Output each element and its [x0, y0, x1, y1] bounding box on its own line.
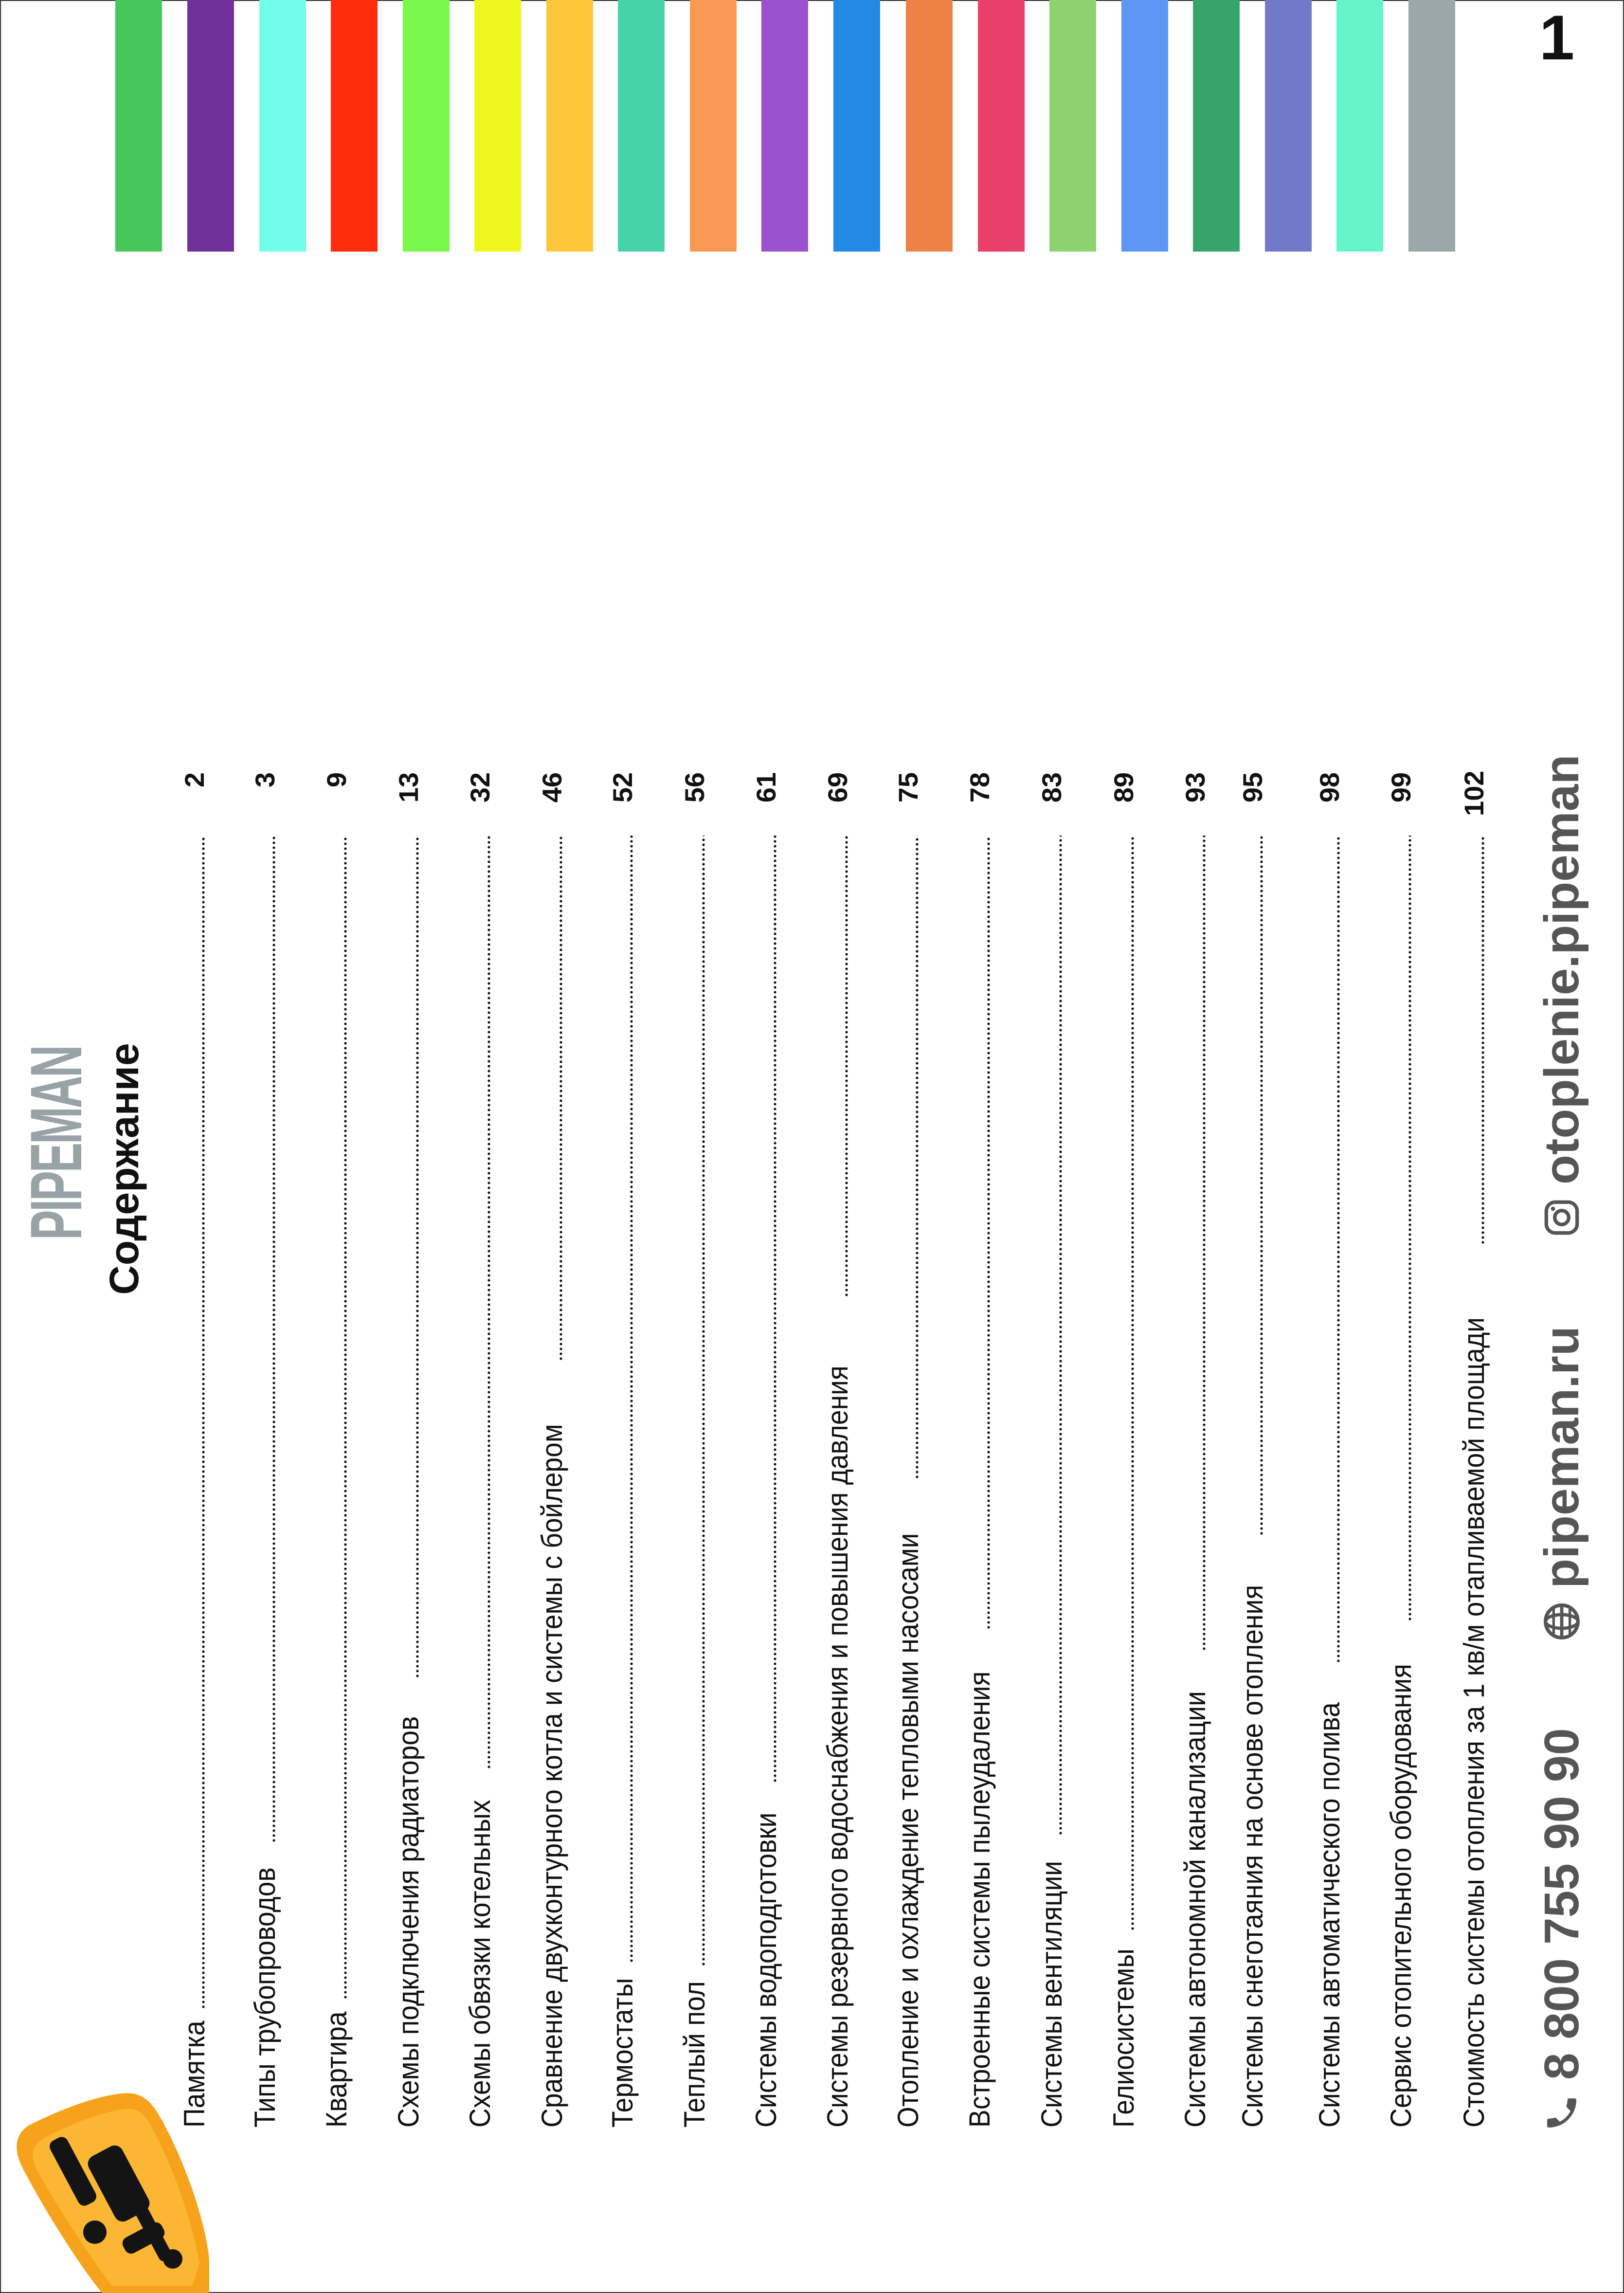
- phone-contact[interactable]: [1534, 1641, 1590, 2132]
- toc-entry-sewage[interactable]: [1169, 772, 1212, 2128]
- page-title: Содержание: [101, 1043, 147, 1295]
- section-tab[interactable]: [1193, 0, 1240, 252]
- leader-dots: [559, 836, 562, 1361]
- instagram-handle: otoplenie.pipeman: [1534, 754, 1589, 1184]
- toc-entry-label: Отопление и охлаждение тепловыми насосами: [892, 1533, 924, 2128]
- toc-entry-boiler-room-schemes[interactable]: [453, 772, 497, 2128]
- instagram-icon: [1542, 1198, 1581, 1237]
- toc-entry-heat-pumps[interactable]: [882, 772, 925, 2128]
- website-url: pipeman.ru: [1534, 1326, 1589, 1588]
- toc-entry-ventilation[interactable]: [1025, 772, 1069, 2128]
- section-tab[interactable]: [761, 0, 808, 252]
- page-number: 1: [1539, 2, 1575, 73]
- section-tab[interactable]: [690, 0, 737, 252]
- toc-entry-page: 93: [1180, 772, 1210, 803]
- toc-entry-label: Квартира: [320, 2011, 353, 2128]
- section-tab[interactable]: [978, 0, 1025, 252]
- toc-entry-page: 52: [607, 772, 638, 803]
- toc-entry-page: 89: [1108, 772, 1139, 803]
- toc-entry-cost[interactable]: [1447, 772, 1491, 2128]
- leader-dots: [487, 836, 490, 1769]
- toc-entry-label: Теплый пол: [678, 1981, 711, 2128]
- toc-entry-page: 32: [465, 772, 495, 803]
- instagram-link[interactable]: [1534, 711, 1590, 1237]
- toc-entry-irrigation[interactable]: [1303, 772, 1347, 2128]
- toc-entry-pipe-types[interactable]: [238, 772, 282, 2128]
- section-tab[interactable]: [1265, 0, 1312, 252]
- toc-entry-boiler-comparison[interactable]: [525, 772, 569, 2128]
- leader-dots: [1481, 836, 1484, 1245]
- section-tab[interactable]: [546, 0, 593, 252]
- toc-entry-apartment[interactable]: [310, 772, 354, 2128]
- toc-entry-label: Термостаты: [606, 1978, 639, 2128]
- table-of-contents: [168, 772, 1496, 2128]
- section-tab[interactable]: [1121, 0, 1168, 252]
- toc-entry-label: Схемы обвязки котельных: [464, 1800, 496, 2128]
- phone-icon: [1542, 2093, 1581, 2132]
- toc-entry-snow-melting[interactable]: [1226, 772, 1270, 2128]
- toc-entry-label: Системы снеготаяния на основе отопления: [1236, 1584, 1269, 2128]
- pipeman-logo: PIPEMAN: [15, 1046, 97, 1240]
- leader-dots: [702, 836, 705, 1966]
- phone-number: 8 800 755 90 90: [1534, 1728, 1589, 2080]
- leader-dots: [916, 836, 919, 1479]
- section-tab[interactable]: [403, 0, 450, 252]
- toc-entry-label: Памятка: [178, 2020, 211, 2128]
- leader-dots: [1059, 836, 1062, 1836]
- toc-entry-label: Встроенные системы пылеудаления: [963, 1671, 996, 2128]
- section-tab[interactable]: [906, 0, 953, 252]
- toc-entry-page: 2: [179, 772, 210, 788]
- toc-entry-label: Системы водоподготовки: [750, 1812, 782, 2128]
- toc-entry-service[interactable]: [1374, 772, 1418, 2128]
- toc-entry-backup-water[interactable]: [811, 772, 855, 2128]
- toc-entry-page: 61: [751, 772, 781, 803]
- toc-entry-page: 102: [1459, 770, 1489, 816]
- toc-entry-solar[interactable]: [1097, 772, 1141, 2128]
- section-tab[interactable]: [1336, 0, 1383, 252]
- website-link[interactable]: [1534, 1237, 1590, 1641]
- leader-dots: [1337, 836, 1340, 1663]
- leader-dots: [845, 836, 848, 1297]
- toc-entry-page: 69: [822, 772, 853, 803]
- toc-entry-memo[interactable]: [168, 772, 212, 2128]
- section-tab[interactable]: [259, 0, 306, 252]
- toc-entry-water-treatment[interactable]: [740, 772, 783, 2128]
- toc-entry-page: 56: [679, 772, 710, 803]
- toc-entry-label: Системы автономной канализации: [1179, 1691, 1211, 2128]
- leader-dots: [1131, 836, 1134, 1931]
- leader-dots: [774, 836, 776, 1783]
- section-tab[interactable]: [1049, 0, 1096, 252]
- toc-entry-label: Схемы подключения радиаторов: [392, 1716, 425, 2128]
- leader-dots: [1408, 836, 1411, 1621]
- leader-dots: [272, 836, 275, 1843]
- toc-entry-label: Системы резервного водоснабжения и повышения давления: [821, 1365, 854, 2128]
- leader-dots: [202, 836, 205, 2009]
- section-tab[interactable]: [833, 0, 880, 252]
- toc-entry-label: Сравнение двухконтурного котла и системы с бойлером: [536, 1424, 568, 2128]
- section-tab[interactable]: [115, 0, 162, 252]
- leader-dots: [987, 836, 990, 1630]
- toc-entry-label: Системы автоматического полива: [1313, 1702, 1346, 2128]
- toc-entry-thermostats[interactable]: [596, 772, 640, 2128]
- toc-entry-page: 99: [1386, 772, 1416, 803]
- toc-entry-label: Гелиосистемы: [1107, 1948, 1140, 2128]
- leader-dots: [416, 836, 419, 1678]
- toc-entry-page: 46: [537, 772, 567, 803]
- leader-dots: [1203, 836, 1206, 1651]
- leader-dots: [630, 836, 633, 1963]
- toc-entry-page: 83: [1036, 772, 1067, 803]
- toc-entry-page: 3: [250, 772, 280, 788]
- toc-entry-page: 9: [321, 772, 352, 788]
- leader-dots: [1260, 836, 1263, 1536]
- toc-entry-page: 98: [1314, 772, 1345, 803]
- toc-entry-page: 95: [1237, 772, 1268, 803]
- toc-entry-page: 75: [893, 772, 923, 803]
- toc-entry-page: 13: [393, 772, 424, 803]
- toc-entry-label: Системы вентиляции: [1035, 1860, 1068, 2128]
- section-tab[interactable]: [187, 0, 234, 252]
- section-tab[interactable]: [331, 0, 378, 252]
- toc-entry-label: Сервис отопительного оборудования: [1385, 1664, 1417, 2128]
- contacts-bar: [1528, 711, 1596, 2132]
- toc-entry-label: Типы трубопроводов: [249, 1867, 281, 2128]
- toc-entry-floor-heating[interactable]: [668, 772, 712, 2128]
- section-tab[interactable]: [618, 0, 665, 252]
- section-tab[interactable]: [474, 0, 521, 252]
- toc-entry-radiator-schemes[interactable]: [382, 772, 426, 2128]
- globe-icon: [1542, 1602, 1581, 1641]
- leader-dots: [344, 836, 347, 2000]
- toc-entry-central-vacuum[interactable]: [953, 772, 997, 2128]
- toc-entry-label: Стоимость системы отопления за 1 кв/м отапливаемой площади: [1458, 1317, 1490, 2128]
- section-color-tabs: [0, 0, 1624, 252]
- toc-entry-page: 78: [964, 772, 995, 803]
- section-tab[interactable]: [1408, 0, 1455, 252]
